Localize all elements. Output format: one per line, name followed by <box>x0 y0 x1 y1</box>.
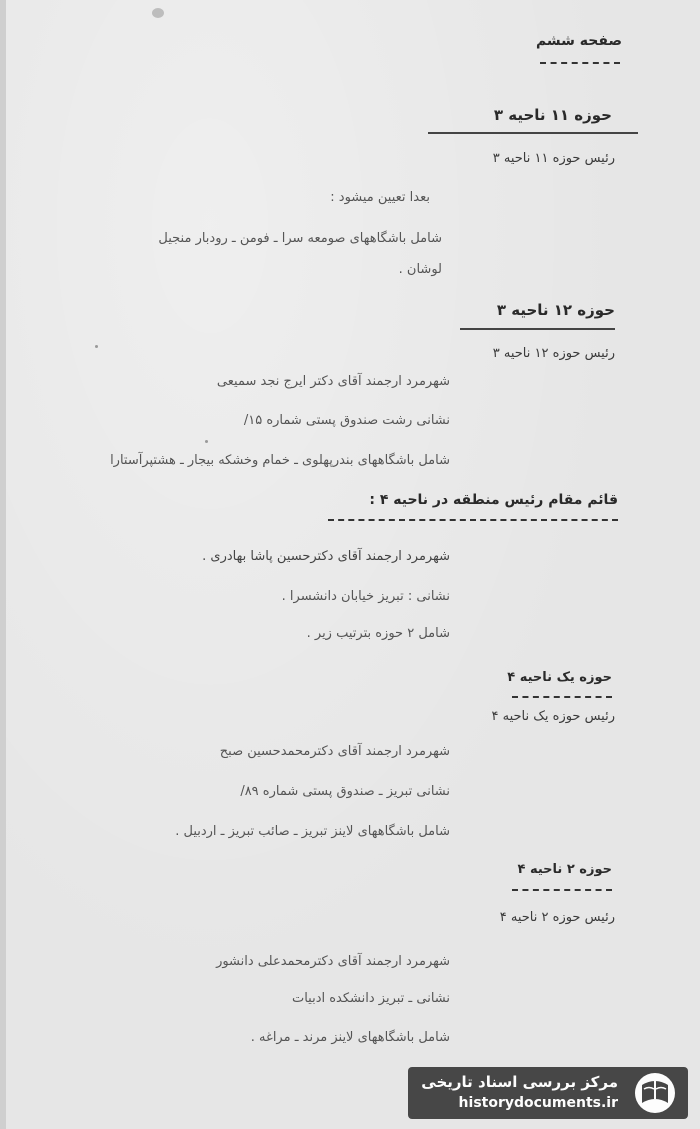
watermark-banner <box>408 1067 688 1119</box>
section-5-heading: حوزه ۲ ناحیه ۴ <box>517 862 612 877</box>
scan-speck <box>205 440 208 443</box>
section-4-line-2: نشانی تبریز ـ صندوق پستی شماره ۸۹/ <box>240 784 450 799</box>
page-label-underline <box>540 62 620 64</box>
section-4-heading-underline <box>512 696 612 698</box>
section-4-line-3: شامل باشگاههای لاینز تبریز ـ صائب تبریز ـ اردبیل . <box>175 824 450 839</box>
page-label: صفحه ششم <box>535 33 622 49</box>
section-3-line-1: شهرمرد ارجمند آقای دکترحسین پاشا بهادری . <box>202 549 450 564</box>
section-1-line-2: شامل باشگاههای صومعه سرا ـ فومن ـ رودبار منجیل <box>158 231 442 246</box>
section-1-chief: رئیس حوزه ۱۱ ناحیه ۳ <box>492 151 615 166</box>
section-3-heading: قائم مقام رئیس منطقه در ناحیه ۴ : <box>369 492 618 508</box>
section-1-line-3: لوشان . <box>398 262 442 277</box>
section-2-heading: حوزه ۱۲ ناحیه ۳ <box>496 301 615 319</box>
section-5-chief: رئیس حوزه ۲ ناحیه ۴ <box>499 910 615 925</box>
section-5-heading-underline <box>512 889 612 891</box>
scan-speck <box>95 345 98 348</box>
section-1-heading-underline <box>428 132 638 134</box>
watermark-title: مرکز بررسی اسناد تاریخی <box>421 1073 618 1091</box>
section-3-heading-underline <box>328 519 618 521</box>
section-2-line-3: شامل باشگاههای بندرپهلوی ـ خمام وخشکه بیجار ـ هشتپرآستارا <box>110 453 450 468</box>
page-edge-shadow <box>0 0 6 1129</box>
section-2-line-2: نشانی رشت صندوق پستی شماره ۱۵/ <box>243 413 450 428</box>
watermark-url: historydocuments.ir <box>458 1095 618 1111</box>
section-1-line-1: بعدا تعیین میشود : <box>330 190 430 205</box>
section-5-line-3: شامل باشگاههای لاینز مرند ـ مراغه . <box>250 1030 450 1045</box>
section-5-line-1: شهرمرد ارجمند آقای دکترمحمدعلی دانشور <box>216 954 450 969</box>
section-2-chief: رئیس حوزه ۱۲ ناحیه ۳ <box>492 346 615 361</box>
section-1-heading: حوزه ۱۱ ناحیه ۳ <box>493 106 612 124</box>
section-4-line-1: شهرمرد ارجمند آقای دکترمحمدحسین صبح <box>219 744 450 759</box>
scan-speck <box>152 8 164 18</box>
section-4-heading: حوزه یک ناحیه ۴ <box>507 670 612 685</box>
history-documents-logo-icon <box>632 1071 678 1115</box>
section-5-line-2: نشانی ـ تبریز دانشکده ادبیات <box>291 991 450 1006</box>
section-2-line-1: شهرمرد ارجمند آقای دکتر ایرج نجد سمیعی <box>216 374 450 389</box>
section-3-line-2: نشانی : تبریز خیابان دانشسرا . <box>281 589 450 604</box>
section-3-line-3: شامل ۲ حوزه بترتیب زیر . <box>306 626 450 641</box>
section-4-chief: رئیس حوزه یک ناحیه ۴ <box>491 709 615 724</box>
section-2-heading-underline <box>460 328 615 330</box>
